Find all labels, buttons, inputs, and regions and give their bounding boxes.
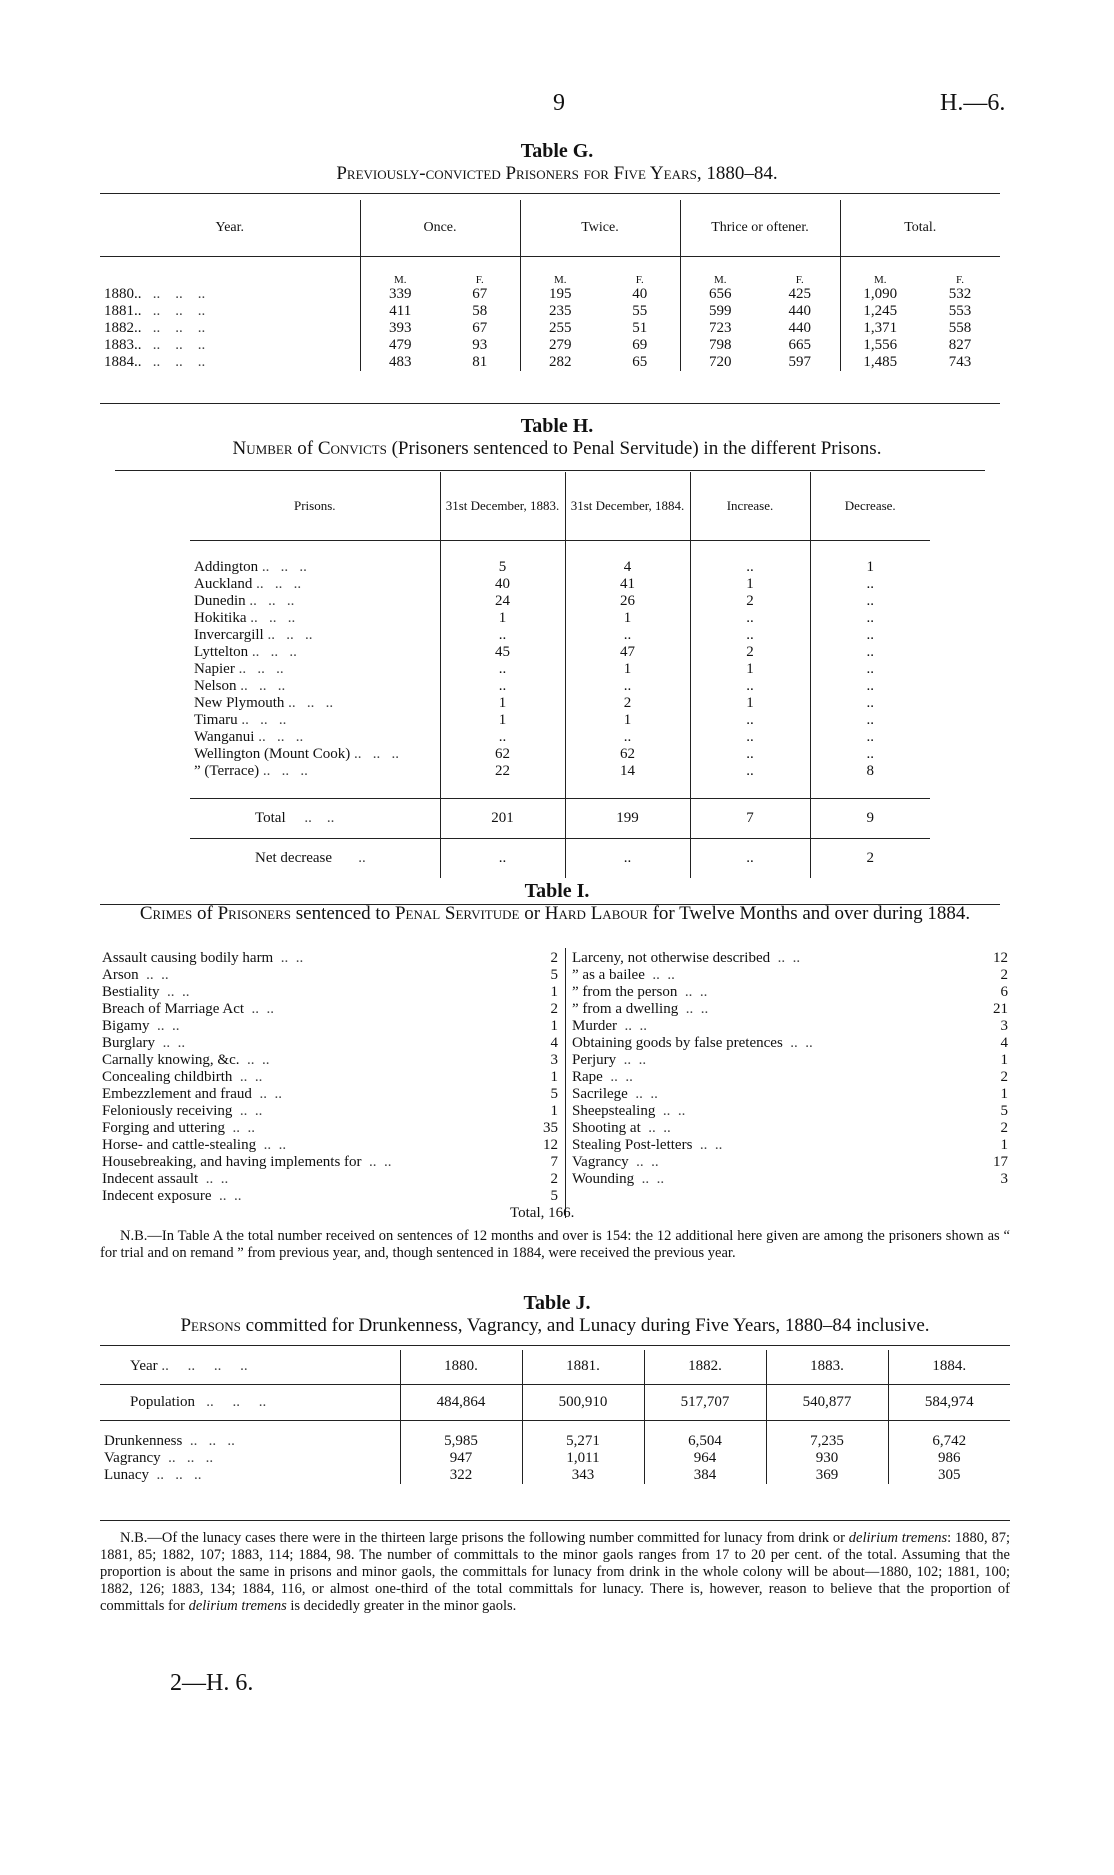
page-number: 9 [553, 90, 565, 116]
table-h-label: Table H. [520, 415, 594, 437]
table-j-label: Table J. [523, 1292, 591, 1314]
header-once: Once. [360, 200, 520, 256]
table-i-title: Crimes of Prisoners sentenced to Penal Servitude or Hard Labour for Twelve Months and over during 1884. [139, 903, 971, 924]
list-item: Carnally knowing, &c. .. .. 3 [102, 1052, 558, 1068]
table-row: 1880.. .. .. .. 339 67 195 40 656 425 1,090 532 [104, 286, 972, 302]
header-1883: 31st December, 1883. [440, 472, 565, 540]
list-item: Sacrilege .. .. 1 [572, 1086, 1008, 1102]
list-item: Bigamy .. .. 1 [102, 1018, 558, 1034]
list-item: Horse- and cattle-stealing .. .. 12 [102, 1137, 558, 1153]
list-item: Wounding .. .. 3 [572, 1171, 1008, 1187]
header-year: Year. [215, 219, 245, 235]
table-row: Vagrancy .. .. .. 947 1,011 964 930 986 [100, 1450, 1010, 1467]
header-decrease: Decrease. [810, 472, 930, 540]
list-item: Concealing childbirth .. .. 1 [102, 1069, 558, 1085]
list-item: Sheepstealing .. .. 5 [572, 1103, 1008, 1119]
list-item: ” from a dwelling .. .. 21 [572, 1001, 1008, 1017]
list-item: Larceny, not otherwise described .. .. 12 [572, 950, 1008, 966]
list-item: Stealing Post-letters .. .. 1 [572, 1137, 1008, 1153]
table-row: Invercargill .. .. .. .. .. .. .. [190, 627, 930, 644]
header-total: Total. [840, 200, 1000, 256]
table-row: Dunedin .. .. .. 24 26 2 .. [190, 593, 930, 610]
list-item: Breach of Marriage Act .. .. 2 [102, 1001, 558, 1017]
table-row: Addington .. .. .. 5 4 .. 1 [190, 540, 930, 576]
list-item: ” as a bailee .. .. 2 [572, 967, 1008, 983]
table-row: Lyttelton .. .. .. 45 47 2 .. [190, 644, 930, 661]
table-row: 1884.. .. .. .. 483 81 282 65 720 597 1,485 743 [104, 354, 972, 370]
document-code: H.—6. [940, 90, 1006, 116]
table-row: 1881.. .. .. .. 411 58 235 55 599 440 1,245 553 [104, 303, 972, 319]
table-row: Drunkenness .. .. .. 5,985 5,271 6,504 7,235 6,742 [100, 1420, 1010, 1450]
table-j-note: N.B.—Of the lunacy cases there were in the thirteen large prisons the following number committed for lunacy from drink or delirium tremens: 1880, 87; 1881, 85; 1882, 107; 1883, 114; 1884, 98. The number of committals to the minor gaols ranges from 17 to 20 per cent. of the total. Assuming that the proportion is about the same in prisons and minor gaols, the committals for lunacy from drink in the whole colony will be about—1880, 102; 1881, 100; 1882, 126; 1883, 134; 1884, 116, or almost one-third of the total committals for lunacy. There is, however, reason to believe that the proportion of committals for delirium tremens is decidedly greater in the minor gaols. [100, 1530, 1010, 1614]
header-twice: Twice. [520, 200, 680, 256]
table-row: 1883.. .. .. .. 479 93 279 69 798 665 1,556 827 [104, 337, 972, 353]
crimes-left-list [100, 950, 560, 1205]
list-item: Shooting at .. .. 2 [572, 1120, 1008, 1136]
list-item: Indecent assault .. .. 2 [102, 1171, 558, 1187]
table-i-note: N.B.—In Table A the total number received on sentences of 12 months and over is 154: the 12 additional here given are among the prisoners shown as “ for trial and on remand ” from previous year, and, though sentenced in 1884, were received the previous year. [100, 1228, 1010, 1261]
population-row: Population .. .. .. 484,864 500,910 517,707 540,877 584,974 [100, 1384, 1010, 1420]
header-thrice: Thrice or oftener. [680, 200, 840, 256]
table-row: Wanganui .. .. .. .. .. .. .. [190, 729, 930, 746]
table-j-title: Persons committed for Drunkenness, Vagrancy, and Lunacy during Five Years, 1880–84 inclusive. [180, 1315, 930, 1336]
list-item: ” from the person .. .. 6 [572, 984, 1008, 1000]
list-item: Murder .. .. 3 [572, 1018, 1008, 1034]
list-item: Feloniously receiving .. .. 1 [102, 1103, 558, 1119]
list-item: Forging and uttering .. .. 35 [102, 1120, 558, 1136]
total-row: Total .. .. 201 199 7 9 [190, 798, 930, 838]
table-row: New Plymouth .. .. .. 1 2 1 .. [190, 695, 930, 712]
list-item: Assault causing bodily harm .. .. 2 [102, 950, 558, 966]
table-h-title: Number of Convicts (Prisoners sentenced to Penal Servitude) in the different Prisons. [232, 438, 882, 459]
list-item: Housebreaking, and having implements for .. .. 7 [102, 1154, 558, 1170]
table-row: Wellington (Mount Cook) .. .. .. 62 62 .. .. [190, 746, 930, 763]
table-row: Lunacy .. .. .. 322 343 384 369 305 [100, 1467, 1010, 1484]
table-h [190, 472, 930, 878]
net-decrease-row: Net decrease .. .. .. .. 2 [190, 838, 930, 878]
crimes-right-list [570, 950, 1010, 1188]
list-item: Perjury .. .. 1 [572, 1052, 1008, 1068]
list-item: Arson .. .. 5 [102, 967, 558, 983]
list-item: Indecent exposure .. .. 5 [102, 1188, 558, 1204]
table-row: 1882.. .. .. .. 393 67 255 51 723 440 1,371 558 [104, 320, 972, 336]
table-row: Auckland .. .. .. 40 41 1 .. [190, 576, 930, 593]
crimes-total: Total, 166. [510, 1205, 575, 1221]
table-row: Timaru .. .. .. 1 1 .. .. [190, 712, 930, 729]
header-1884: 31st December, 1884. [565, 472, 690, 540]
table-g-label: Table G. [520, 140, 594, 162]
table-row: ” (Terrace) .. .. .. 22 14 .. 8 [190, 763, 930, 799]
list-item: Obtaining goods by false pretences .. .. 4 [572, 1035, 1008, 1051]
table-row: Napier .. .. .. .. 1 1 .. [190, 661, 930, 678]
table-row: Hokitika .. .. .. 1 1 .. .. [190, 610, 930, 627]
list-item: Rape .. .. 2 [572, 1069, 1008, 1085]
table-row: Nelson .. .. .. .. .. .. .. [190, 678, 930, 695]
list-item: Embezzlement and fraud .. .. 5 [102, 1086, 558, 1102]
header-increase: Increase. [690, 472, 810, 540]
list-item: Burglary .. .. 4 [102, 1035, 558, 1051]
header-prisons: Prisons. [293, 497, 336, 513]
table-j: Year .. .. .. .. 1880. 1881. 1882. 1883. 1884. Population .. .. .. 484,864 500,910 517,707 540,877 584,974 Drunkenness .. .. .. 5,985 5,271 6,504 7,235 6,742 Vagrancy .. .. .. 947 1,011 964 930 986 Lunacy .. .. .. 322 343 384 369 305 [100, 1350, 1010, 1484]
page-footer: 2—H. 6. [170, 1670, 254, 1696]
table-i-label: Table I. [524, 880, 590, 902]
table-g-title: Previously-convicted Prisoners for Five Years, 1880–84. [336, 163, 778, 184]
list-item: Bestiality .. .. 1 [102, 984, 558, 1000]
list-item: Vagrancy .. .. 17 [572, 1154, 1008, 1170]
table-g: Year. Once. Twice. Thrice or oftener. Total. M. F. M. F. M. F. M. F. 1880.. .. .. .. 339 67 195 40 656 425 1,090 532 1881.. .. .. .. 411 58 235 55 599 440 1,245 553 1882.. .. .. .. 393 67 255 51 723 440 1,371 558 1883.. .. .. .. 479 93 279 69 798 665 1,556 827 1884.. .. .. .. 483 81 282 65 720 597 1,485 743 [100, 200, 1000, 371]
